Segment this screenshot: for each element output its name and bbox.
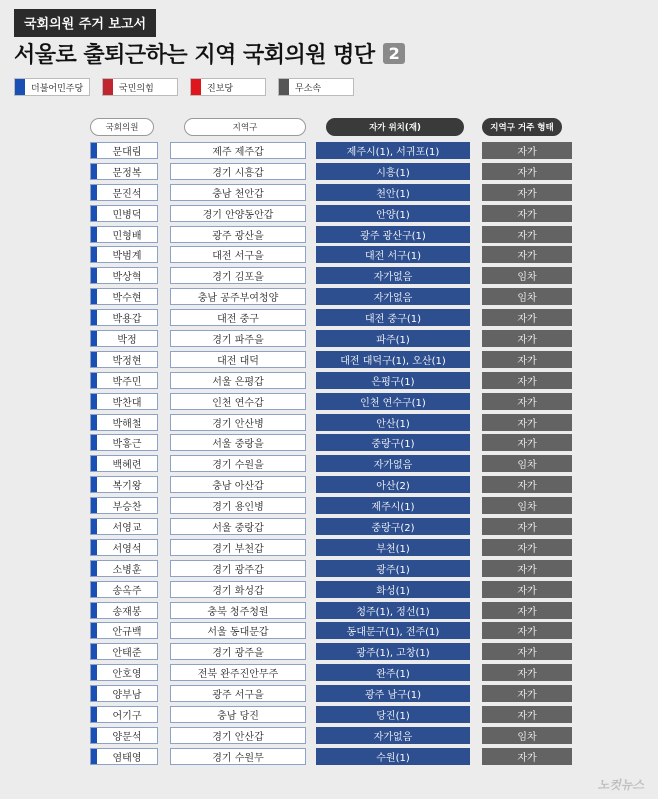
member-name: 안호영 <box>112 669 142 681</box>
table-row <box>90 497 582 514</box>
member-name-cell <box>90 622 158 639</box>
member-name: 박주민 <box>112 376 142 388</box>
member-name-cell <box>90 267 158 284</box>
own-home-cell: 자가없음 <box>316 455 470 472</box>
party-legend <box>14 78 354 96</box>
member-name: 박상혁 <box>112 272 142 284</box>
member-name: 소병훈 <box>112 564 142 576</box>
member-name-cell <box>90 455 158 472</box>
residence-type-cell: 임차 <box>482 455 572 472</box>
residence-type-cell: 임차 <box>482 727 572 744</box>
table-row <box>90 664 582 681</box>
own-home-cell: 대전 대덕구(1), 오산(1) <box>316 351 470 368</box>
district-cell: 대전 서구을 <box>170 246 306 263</box>
own-home-cell: 천안(1) <box>316 184 470 201</box>
own-home-cell: 제주시(1) <box>316 497 470 514</box>
district-cell: 인천 연수갑 <box>170 393 306 410</box>
district-cell: 전북 완주진안무주 <box>170 664 306 681</box>
own-home-cell: 대전 서구(1) <box>316 246 470 263</box>
table-row <box>90 476 582 493</box>
member-name: 박정 <box>117 335 137 347</box>
header-district: 지역구 <box>184 118 306 136</box>
table-row <box>90 226 582 243</box>
residence-type-cell: 자가 <box>482 560 572 577</box>
residence-type-cell: 자가 <box>482 330 572 347</box>
residence-type-cell: 자가 <box>482 414 572 431</box>
own-home-cell: 자가없음 <box>316 727 470 744</box>
member-name-cell <box>90 706 158 723</box>
table-row <box>90 351 582 368</box>
table-row <box>90 560 582 577</box>
residence-type-cell: 임차 <box>482 288 572 305</box>
legend-item <box>102 78 178 96</box>
district-cell: 경기 용인병 <box>170 497 306 514</box>
member-name: 부승찬 <box>112 502 142 514</box>
members-table <box>90 118 582 769</box>
member-name: 복기왕 <box>112 481 142 493</box>
residence-type-cell: 자가 <box>482 205 572 222</box>
district-cell: 경기 김포을 <box>170 267 306 284</box>
member-name-cell <box>90 309 158 326</box>
table-row <box>90 142 582 159</box>
legend-item <box>190 78 266 96</box>
district-cell: 경기 수원을 <box>170 455 306 472</box>
member-name: 박용갑 <box>112 314 142 326</box>
residence-type-cell: 자가 <box>482 664 572 681</box>
residence-type-cell: 자가 <box>482 309 572 326</box>
own-home-cell: 파주(1) <box>316 330 470 347</box>
own-home-cell: 아산(2) <box>316 476 470 493</box>
member-name-cell <box>90 602 158 619</box>
district-cell: 경기 광주갑 <box>170 560 306 577</box>
own-home-cell: 중랑구(2) <box>316 518 470 535</box>
table-row <box>90 163 582 180</box>
own-home-cell: 자가없음 <box>316 288 470 305</box>
member-name-cell <box>90 205 158 222</box>
residence-type-cell: 자가 <box>482 706 572 723</box>
residence-type-cell: 자가 <box>482 434 572 451</box>
member-name: 박정현 <box>112 355 142 367</box>
own-home-cell: 안양(1) <box>316 205 470 222</box>
own-home-cell: 안산(1) <box>316 414 470 431</box>
member-name-cell <box>90 748 158 765</box>
table-row <box>90 246 582 263</box>
own-home-cell: 동대문구(1), 전주(1) <box>316 622 470 639</box>
own-home-cell: 수원(1) <box>316 748 470 765</box>
member-name: 안태준 <box>112 648 142 660</box>
member-name-cell <box>90 226 158 243</box>
member-name-cell <box>90 727 158 744</box>
residence-type-cell: 임차 <box>482 497 572 514</box>
table-row <box>90 455 582 472</box>
header-name: 국회의원 <box>90 118 154 136</box>
table-row <box>90 643 582 660</box>
district-cell: 충남 당진 <box>170 706 306 723</box>
member-name-cell <box>90 560 158 577</box>
watermark-logo: 노컷뉴스 <box>597 778 644 792</box>
table-row <box>90 602 582 619</box>
member-name-cell <box>90 351 158 368</box>
member-name-cell <box>90 497 158 514</box>
table-row <box>90 393 582 410</box>
legend-swatch <box>191 79 201 95</box>
table-row <box>90 748 582 765</box>
member-name-cell <box>90 434 158 451</box>
district-cell: 경기 시흥갑 <box>170 163 306 180</box>
member-name-cell <box>90 664 158 681</box>
member-name: 송옥주 <box>112 585 142 597</box>
page-title <box>14 38 405 69</box>
table-row <box>90 434 582 451</box>
residence-type-cell: 자가 <box>482 539 572 556</box>
district-cell: 충남 공주부여청양 <box>170 288 306 305</box>
member-name-cell <box>90 163 158 180</box>
member-name: 민형배 <box>112 230 142 242</box>
district-cell: 경기 안산갑 <box>170 727 306 744</box>
member-name: 서영교 <box>112 523 142 535</box>
member-name: 박수현 <box>112 293 142 305</box>
district-cell: 충북 청주청원 <box>170 602 306 619</box>
own-home-cell: 광주 광산구(1) <box>316 226 470 243</box>
legend-swatch <box>103 79 113 95</box>
member-name: 어기구 <box>112 711 142 723</box>
own-home-cell: 광주(1), 고창(1) <box>316 643 470 660</box>
district-cell: 충남 아산갑 <box>170 476 306 493</box>
header-residence-type: 지역구 거주 형태 <box>482 118 562 136</box>
table-row <box>90 288 582 305</box>
member-name: 양문석 <box>112 731 142 743</box>
page-number-badge: 2 <box>383 43 406 64</box>
own-home-cell: 제주시(1), 서귀포(1) <box>316 142 470 159</box>
residence-type-cell: 자가 <box>482 622 572 639</box>
member-name-cell <box>90 476 158 493</box>
member-name: 문대림 <box>112 147 142 158</box>
own-home-cell: 시흥(1) <box>316 163 470 180</box>
residence-type-cell: 자가 <box>482 685 572 702</box>
district-cell: 경기 안산병 <box>170 414 306 431</box>
table-header <box>90 118 582 136</box>
residence-type-cell: 자가 <box>482 184 572 201</box>
member-name: 서영석 <box>112 543 142 555</box>
table-row <box>90 706 582 723</box>
residence-type-cell: 자가 <box>482 246 572 263</box>
legend-label: 더불어민주당 <box>31 83 84 94</box>
report-tag: 국회의원 주거 보고서 <box>14 9 156 37</box>
legend-label: 진보당 <box>207 83 234 94</box>
legend-label: 무소속 <box>295 83 322 94</box>
member-name: 박홍근 <box>112 439 142 451</box>
member-name-cell <box>90 142 158 159</box>
member-name: 박해철 <box>112 418 142 430</box>
table-row <box>90 518 582 535</box>
legend-item <box>278 78 354 96</box>
district-cell: 광주 광산을 <box>170 226 306 243</box>
own-home-cell: 완주(1) <box>316 664 470 681</box>
residence-type-cell: 자가 <box>482 581 572 598</box>
table-row <box>90 414 582 431</box>
table-row <box>90 581 582 598</box>
member-name: 문진석 <box>112 188 142 200</box>
district-cell: 서울 중랑갑 <box>170 518 306 535</box>
table-row <box>90 267 582 284</box>
table-row <box>90 685 582 702</box>
member-name: 박범계 <box>112 251 142 263</box>
table-row <box>90 205 582 222</box>
district-cell: 대전 대덕 <box>170 351 306 368</box>
residence-type-cell: 자가 <box>482 748 572 765</box>
residence-type-cell: 자가 <box>482 372 572 389</box>
residence-type-cell: 자가 <box>482 351 572 368</box>
district-cell: 경기 부천갑 <box>170 539 306 556</box>
member-name: 박찬대 <box>112 397 142 409</box>
district-cell: 서울 은평갑 <box>170 372 306 389</box>
table-row <box>90 539 582 556</box>
district-cell: 서울 동대문갑 <box>170 622 306 639</box>
member-name-cell <box>90 414 158 431</box>
own-home-cell: 인천 연수구(1) <box>316 393 470 410</box>
district-cell: 경기 수원무 <box>170 748 306 765</box>
member-name: 염태영 <box>112 752 142 764</box>
legend-swatch <box>279 79 289 95</box>
member-name: 문정복 <box>112 167 142 179</box>
member-name: 안규백 <box>112 627 142 639</box>
member-name-cell <box>90 539 158 556</box>
member-name-cell <box>90 518 158 535</box>
table-row <box>90 727 582 744</box>
district-cell: 서울 중랑을 <box>170 434 306 451</box>
table-row <box>90 184 582 201</box>
own-home-cell: 은평구(1) <box>316 372 470 389</box>
member-name: 백혜련 <box>112 460 142 472</box>
table-row <box>90 330 582 347</box>
residence-type-cell: 임차 <box>482 267 572 284</box>
table-row <box>90 309 582 326</box>
member-name-cell <box>90 393 158 410</box>
title-text: 서울로 출퇴근하는 지역 국회의원 명단 <box>14 43 375 68</box>
residence-type-cell: 자가 <box>482 393 572 410</box>
member-name: 민병덕 <box>112 209 142 221</box>
own-home-cell: 청주(1), 정선(1) <box>316 602 470 619</box>
member-name: 송재봉 <box>112 606 142 618</box>
district-cell: 경기 광주을 <box>170 643 306 660</box>
legend-swatch <box>15 79 25 95</box>
member-name-cell <box>90 581 158 598</box>
member-name-cell <box>90 685 158 702</box>
own-home-cell: 부천(1) <box>316 539 470 556</box>
residence-type-cell: 자가 <box>482 643 572 660</box>
own-home-cell: 화성(1) <box>316 581 470 598</box>
district-cell: 경기 파주을 <box>170 330 306 347</box>
residence-type-cell: 자가 <box>482 476 572 493</box>
member-name-cell <box>90 372 158 389</box>
own-home-cell: 당진(1) <box>316 706 470 723</box>
district-cell: 경기 화성갑 <box>170 581 306 598</box>
district-cell: 대전 중구 <box>170 309 306 326</box>
member-name-cell <box>90 184 158 201</box>
table-body <box>90 142 582 765</box>
member-name-cell <box>90 246 158 263</box>
member-name: 양부남 <box>112 690 142 702</box>
legend-label: 국민의힘 <box>119 83 154 94</box>
own-home-cell: 자가없음 <box>316 267 470 284</box>
member-name-cell <box>90 288 158 305</box>
table-row <box>90 372 582 389</box>
legend-item <box>14 78 90 96</box>
header-own-home: 자가 위치(재) <box>326 118 464 136</box>
residence-type-cell: 자가 <box>482 518 572 535</box>
table-row <box>90 622 582 639</box>
district-cell: 경기 안양동안갑 <box>170 205 306 222</box>
own-home-cell: 중랑구(1) <box>316 434 470 451</box>
member-name-cell <box>90 330 158 347</box>
own-home-cell: 대전 중구(1) <box>316 309 470 326</box>
own-home-cell: 광주(1) <box>316 560 470 577</box>
residence-type-cell: 자가 <box>482 142 572 159</box>
district-cell: 광주 서구을 <box>170 685 306 702</box>
residence-type-cell: 자가 <box>482 602 572 619</box>
residence-type-cell: 자가 <box>482 226 572 243</box>
residence-type-cell: 자가 <box>482 163 572 180</box>
district-cell: 제주 제주갑 <box>170 142 306 159</box>
district-cell: 충남 천안갑 <box>170 184 306 201</box>
own-home-cell: 광주 남구(1) <box>316 685 470 702</box>
member-name-cell <box>90 643 158 660</box>
